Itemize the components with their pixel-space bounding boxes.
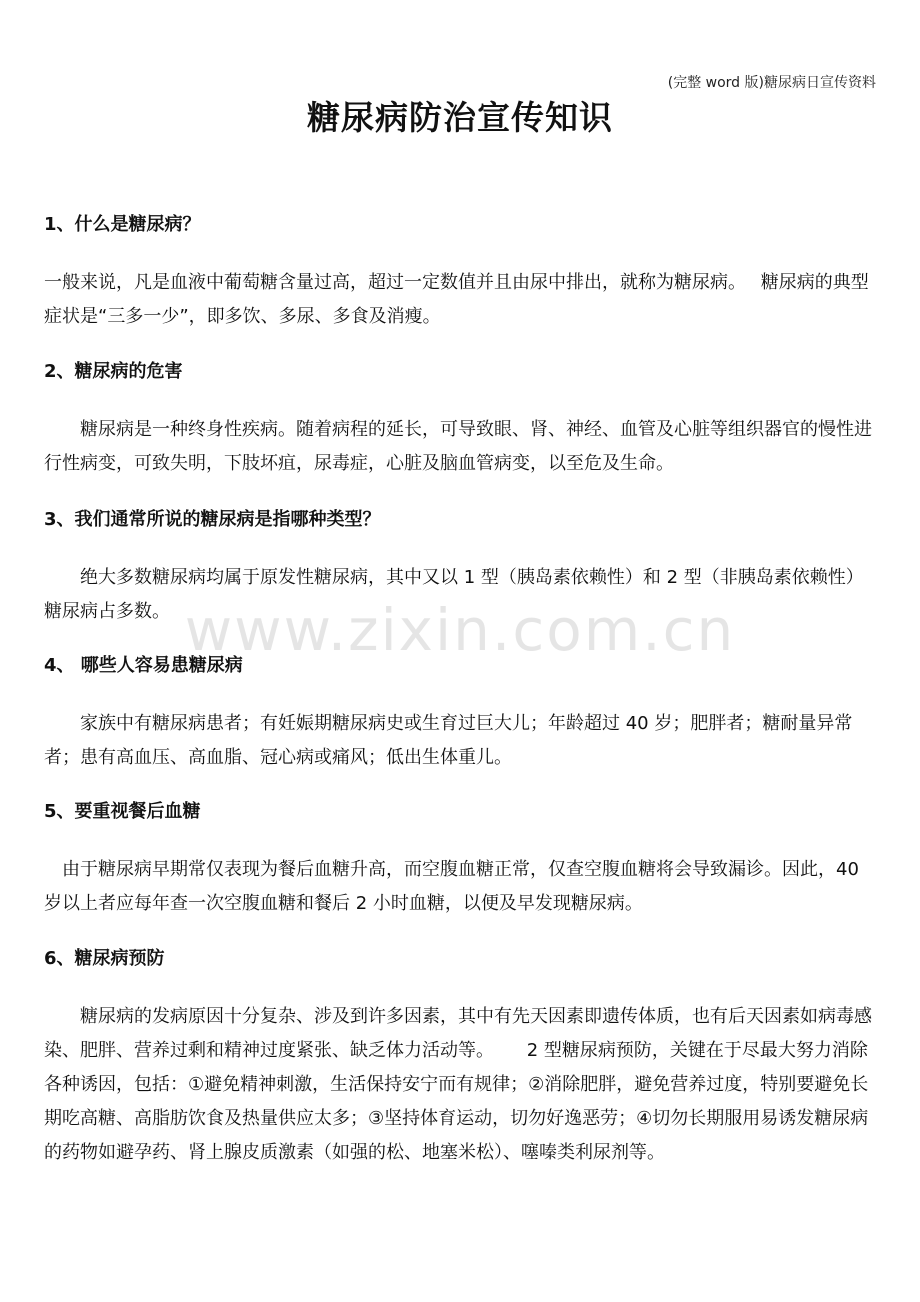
document-title: 糖尿病防治宣传知识: [307, 98, 613, 137]
section-prevention: [44, 946, 877, 1170]
section-heading: 6、糖尿病预防: [44, 948, 165, 969]
section-heading: 2、糖尿病的危害: [44, 361, 183, 382]
section-body: 绝大多数糖尿病均属于原发性糖尿病，其中又以 1 型（胰岛素依赖性）和 2 型（非胰岛素依赖性）糖尿病占多数。: [44, 567, 864, 622]
section-what-is-diabetes: [44, 212, 877, 334]
section-postprandial: [44, 799, 877, 921]
section-heading: 4、 哪些人容易患糖尿病: [44, 655, 243, 676]
section-harm: [44, 359, 877, 481]
section-heading: 1、什么是糖尿病？: [44, 214, 201, 235]
page-header-label: (完整 word 版)糖尿病日宣传资料: [667, 75, 876, 91]
section-body: 糖尿病是一种终身性疾病。随着病程的延长，可导致眼、肾、神经、血管及心脏等组织器官的慢性进行性病变，可致失明，下肢坏疽，尿毒症，心脏及脑血管病变，以至危及生命。: [44, 419, 872, 474]
section-types: [44, 507, 877, 629]
section-body: 由于糖尿病早期常仅表现为餐后血糖升高，而空腹血糖正常，仅查空腹血糖将会导致漏诊。因此，40 岁以上者应每年查一次空腹血糖和餐后 2 小时血糖，以便及早发现糖尿病。: [44, 859, 859, 914]
section-heading: 3、我们通常所说的糖尿病是指哪种类型？: [44, 509, 381, 530]
section-body: 家族中有糖尿病患者；有妊娠期糖尿病史或生育过巨大儿；年龄超过 40 岁；肥胖者；糖耐量异常者；患有高血压、高血脂、冠心病或痛风；低出生体重儿。: [44, 713, 853, 768]
section-heading: 5、要重视餐后血糖: [44, 801, 201, 822]
section-body: 糖尿病的发病原因十分复杂、涉及到许多因素，其中有先天因素即遗传体质，也有后天因素如病毒感染、肥胖、营养过剩和精神过度紧张、缺乏体力活动等。 2 型糖尿病预防，关键在于尽最大努力消除各种诱因，包括：①避免精神刺激，生活保持安宁而有规律；②消除肥胖，避免营养过度，特别要避免长期吃高糖、高脂肪饮食及热量供应太多；③坚持体育运动，切勿好逸恶劳；④切勿长期服用易诱发糖尿病的药物如避孕药、肾上腺皮质激素（如强的松、地塞米松）、噻嗪类利尿剂等。: [44, 1006, 872, 1163]
section-risk-groups: [44, 653, 877, 775]
watermark-text: www.zixin.com.cn: [184, 596, 736, 664]
section-body: 一般来说，凡是血液中葡萄糖含量过高，超过一定数值并且由尿中排出，就称为糖尿病。 糖尿病的典型症状是“三多一少”，即多饮、多尿、多食及消瘦。: [44, 272, 869, 327]
